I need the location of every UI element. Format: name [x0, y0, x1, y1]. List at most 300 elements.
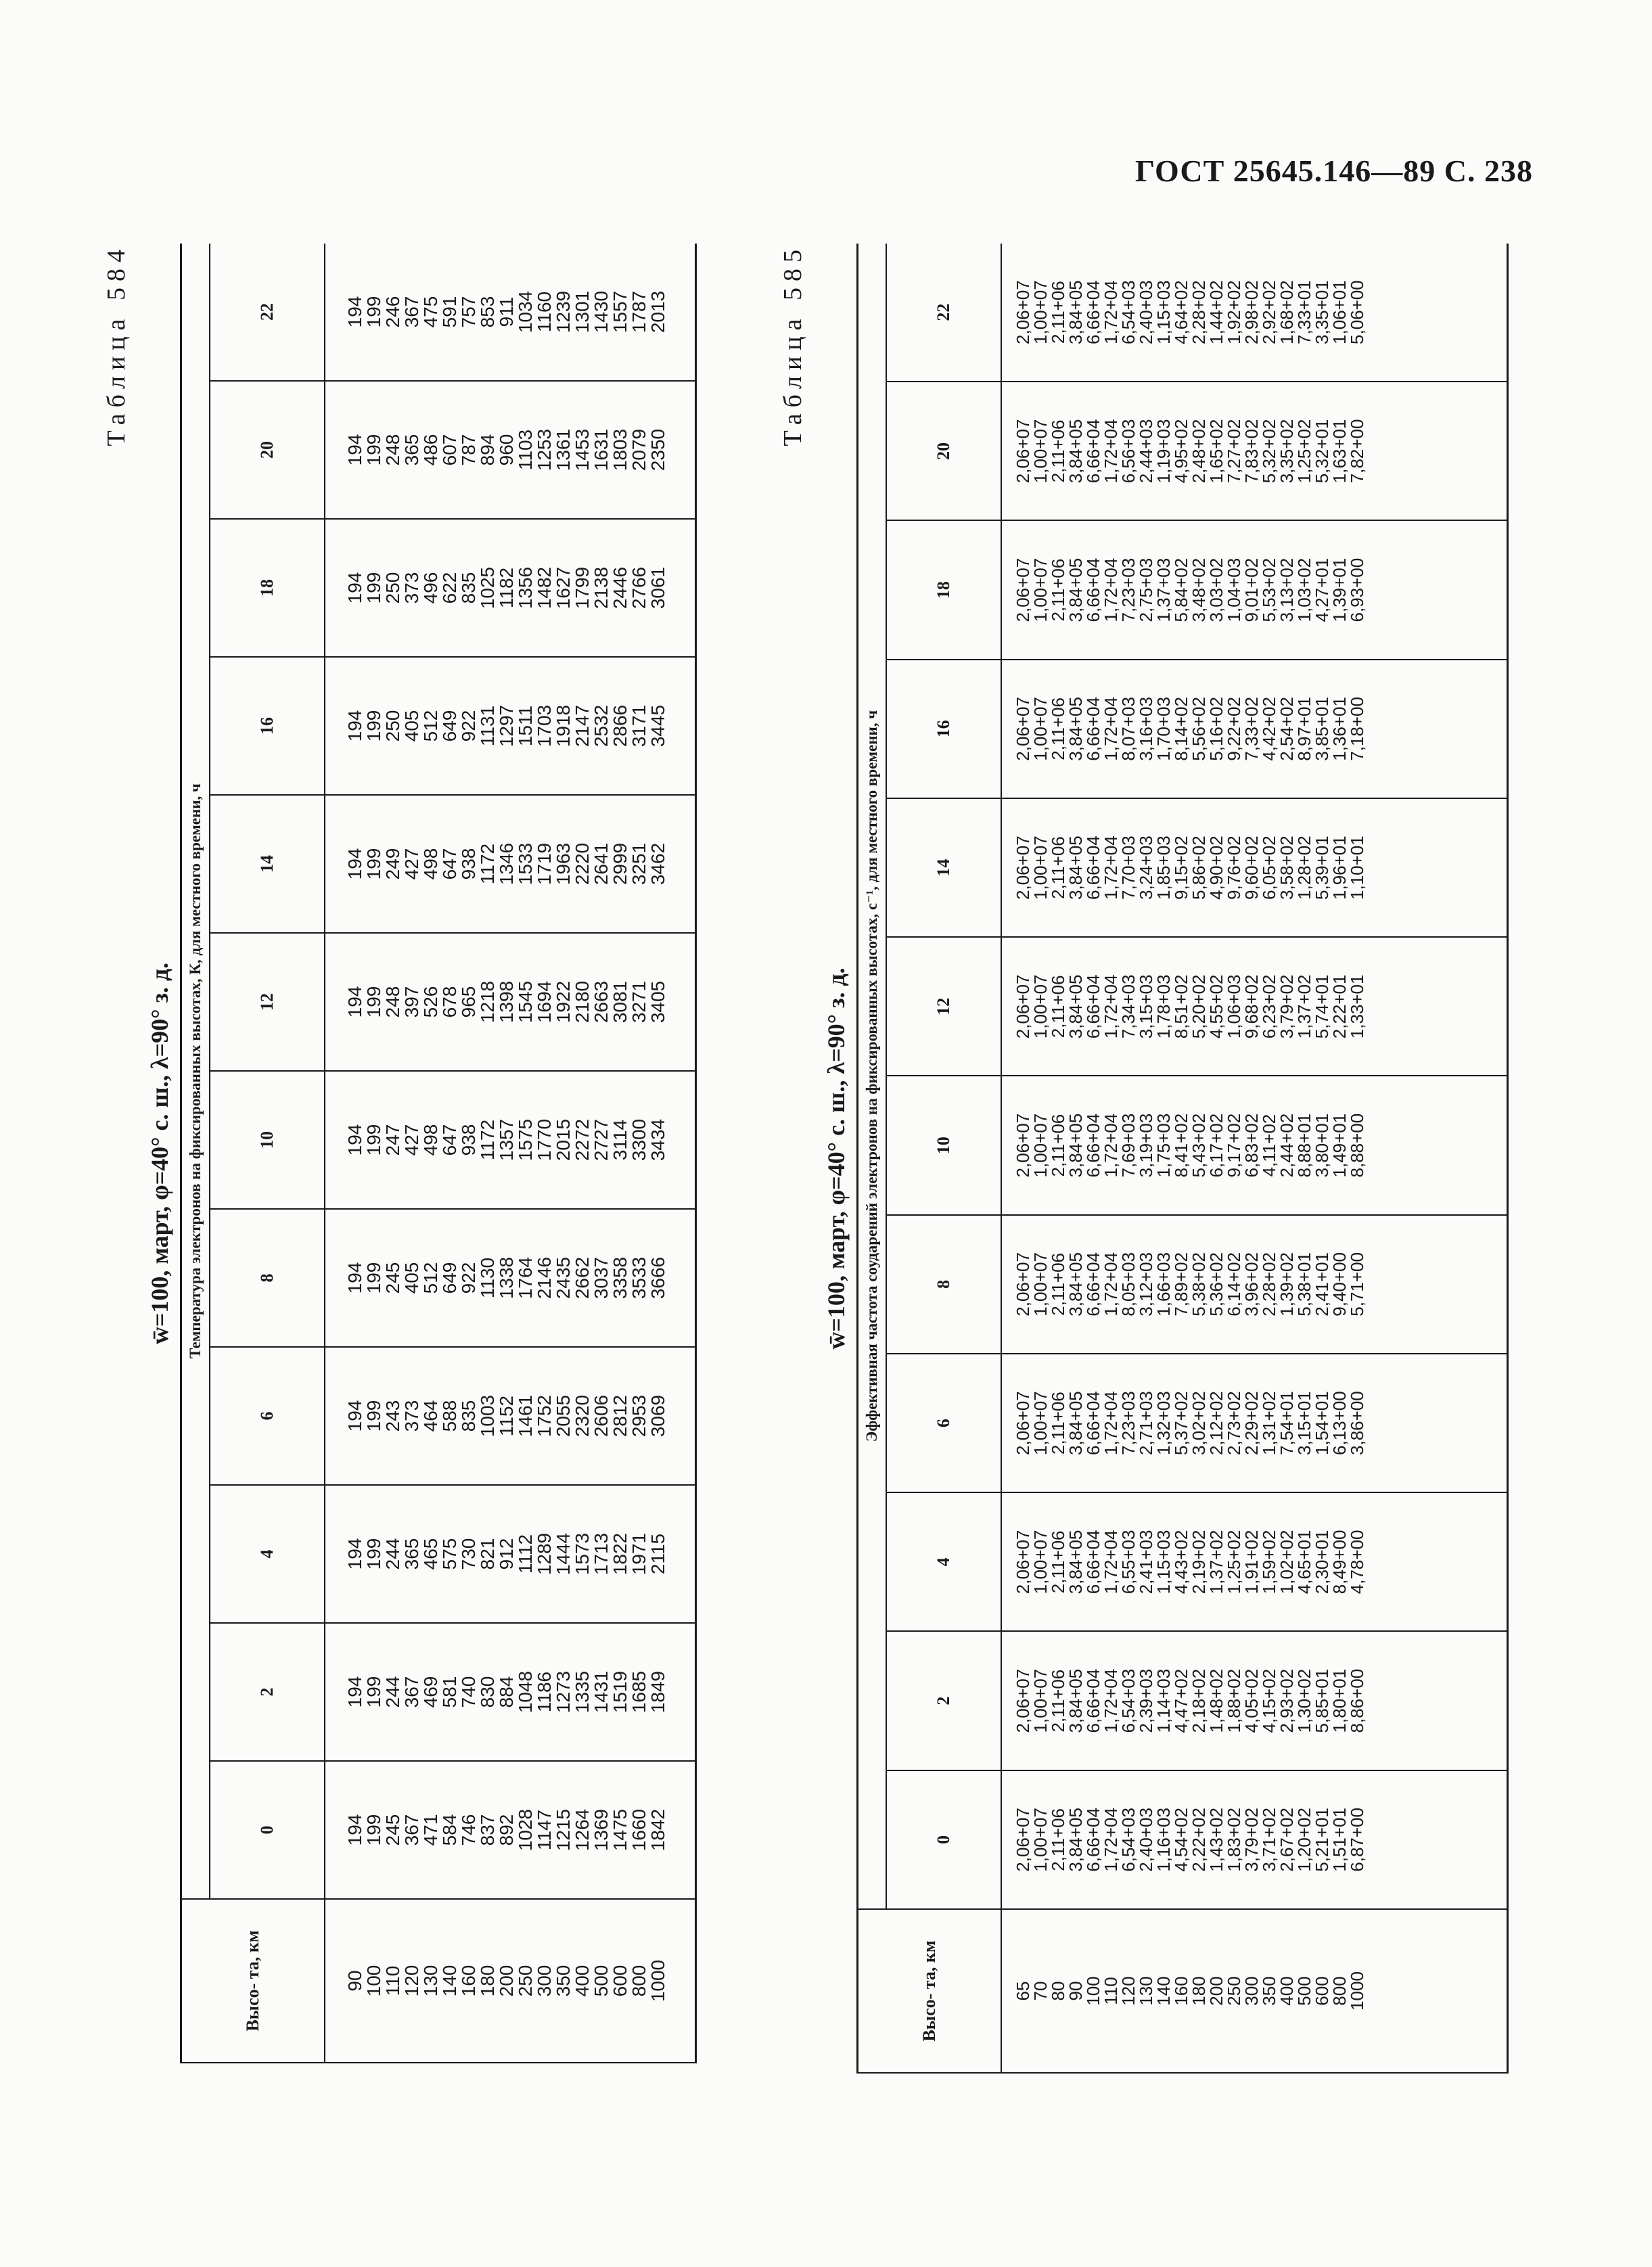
table-cell: 5,74+01 [1312, 974, 1332, 1039]
table-cell: 427 [401, 848, 422, 880]
table-cell: 2953 [628, 1394, 649, 1438]
table-cell: 5,85+01 [1312, 1668, 1332, 1733]
table-cell: 194 [344, 710, 365, 742]
table-cell: 4,05+02 [1241, 1668, 1262, 1733]
table-cell: 6,56+03 [1118, 419, 1139, 484]
table-cell: 7,54+01 [1277, 1391, 1297, 1455]
table-cell: 3251 [628, 842, 649, 886]
table-cell: 2866 [610, 704, 630, 748]
table-cell: 243 [382, 1400, 403, 1432]
table-cell: 2,06+07 [1013, 557, 1033, 622]
table-cell: 2727 [591, 1118, 612, 1162]
time-column [887, 244, 1507, 381]
table-cell: 757 [458, 296, 479, 328]
table-cell: 1,72+04 [1101, 974, 1121, 1039]
table-cell: 512 [420, 710, 441, 742]
table-585 [778, 244, 1509, 2074]
table-cell: 2,06+07 [1013, 1252, 1033, 1316]
time-header: 2 [887, 1632, 1002, 1770]
table-cell: 5,16+02 [1206, 697, 1226, 761]
table-cell: 2146 [534, 1256, 555, 1300]
table-cell: 1803 [610, 428, 630, 472]
table-cell: 3405 [647, 980, 668, 1024]
table-cell: 1357 [496, 1118, 517, 1162]
table-cell: 730 [458, 1538, 479, 1570]
table-cell: 5,37+02 [1171, 1391, 1191, 1455]
column-values [325, 382, 695, 518]
table-cell: 4,27+01 [1312, 557, 1332, 622]
table-cell: 6,66+04 [1083, 1808, 1103, 1872]
table-cell: 199 [363, 1400, 384, 1432]
table-cell: 894 [477, 434, 498, 466]
table-cell: 607 [439, 434, 460, 466]
time-header: 12 [210, 934, 325, 1070]
table-cell: 4,43+02 [1171, 1530, 1191, 1595]
table-cell: 5,21+01 [1312, 1808, 1332, 1872]
table-cell: 5,20+02 [1189, 974, 1209, 1039]
group-header: Эффективная частота соударений электронов на фиксированных высотах, с⁻¹, для местного времени, ч [858, 244, 887, 1908]
table-cell: 1,80+01 [1329, 1668, 1350, 1733]
altitude-cell: 250 [1224, 1976, 1244, 2006]
table-cell: 8,49+00 [1329, 1530, 1350, 1595]
table-cell: 3462 [647, 842, 668, 886]
table-cell: 1172 [477, 843, 498, 885]
table-cell: 591 [439, 296, 460, 328]
table-cell: 3,15+01 [1294, 1391, 1314, 1455]
table-cell: 1482 [534, 566, 555, 610]
table-cell: 2,29+02 [1241, 1391, 1262, 1455]
table-cell: 1297 [496, 704, 517, 748]
table-cell: 2,40+03 [1136, 280, 1156, 344]
table-cell: 3,35+01 [1312, 280, 1332, 344]
table-cell: 498 [420, 1124, 441, 1156]
table-cell: 1,37+02 [1206, 1530, 1226, 1595]
table-cell: 1557 [610, 290, 630, 334]
altitude-cell: 160 [458, 1965, 479, 1997]
table-cell: 4,47+02 [1171, 1668, 1191, 1733]
table-cell: 1398 [496, 980, 517, 1024]
table-cell: 2013 [647, 290, 668, 334]
altitude-cell: 180 [1189, 1976, 1209, 2006]
time-header: 14 [887, 799, 1002, 936]
table-cell: 2,11+06 [1048, 558, 1068, 622]
table-cell: 5,36+02 [1206, 1252, 1226, 1316]
table-cell: 649 [439, 1262, 460, 1294]
altitude-cell: 65 [1013, 1981, 1033, 2001]
table-cell: 1,16+03 [1153, 1808, 1174, 1872]
table-cell: 3,84+05 [1065, 1530, 1086, 1595]
time-column [887, 381, 1507, 520]
altitude-cell: 180 [477, 1965, 498, 1997]
table-cell: 6,66+04 [1083, 1252, 1103, 1316]
table-cell: 1822 [610, 1532, 630, 1576]
table-cell: 9,40+00 [1329, 1252, 1350, 1316]
table-cell: 1264 [572, 1808, 593, 1852]
time-header: 0 [210, 1762, 325, 1898]
column-values [325, 796, 695, 932]
table-cell: 5,53+02 [1259, 557, 1279, 622]
table-cell: 2,28+02 [1259, 1252, 1279, 1316]
table-cell: 526 [420, 986, 441, 1018]
table-cell: 9,68+02 [1241, 974, 1262, 1039]
table-cell: 835 [458, 572, 479, 604]
time-column [887, 659, 1507, 798]
time-column [210, 1346, 695, 1484]
table-cell: 4,54+02 [1171, 1808, 1191, 1872]
column-values [325, 1486, 695, 1622]
time-column [887, 1492, 1507, 1630]
table-cell: 1918 [553, 704, 574, 748]
table-cell: 8,86+00 [1347, 1668, 1367, 1733]
table-cell: 1545 [515, 980, 536, 1024]
table-cell: 2115 [647, 1533, 668, 1575]
table-cell: 2147 [572, 704, 593, 748]
table-cell: 3300 [628, 1118, 649, 1162]
table-cell: 3,84+05 [1065, 1113, 1086, 1178]
altitude-cell: 90 [1065, 1981, 1086, 2001]
bottom-rule [1507, 244, 1509, 2074]
table-cell: 1,20+02 [1294, 1808, 1314, 1872]
altitude-cell: 140 [1153, 1976, 1174, 2006]
table-cell: 678 [439, 986, 460, 1018]
column-values [325, 1624, 695, 1760]
table-cell: 1,70+03 [1153, 697, 1174, 761]
table-cell: 3081 [610, 980, 630, 1024]
table-cell: 5,32+02 [1259, 419, 1279, 484]
time-column [210, 1070, 695, 1208]
altitude-cell: 80 [1048, 1981, 1068, 2001]
column-values [1002, 799, 1507, 936]
table-cell: 9,76+02 [1224, 835, 1244, 900]
table-cell: 2,44+02 [1277, 1113, 1297, 1178]
table-cell: 1,68+02 [1277, 280, 1297, 344]
table-cell: 1,43+02 [1206, 1808, 1226, 1872]
table-cell: 965 [458, 986, 479, 1018]
time-columns [210, 244, 695, 1898]
table-cell: 194 [344, 848, 365, 880]
time-header: 6 [887, 1354, 1002, 1492]
table-cell: 821 [477, 1538, 498, 1570]
table-cell: 6,66+04 [1083, 1391, 1103, 1455]
table-title: w̄=100, март, φ=40° с. ш., λ=90° з. д. [146, 962, 173, 1345]
table-cell: 250 [382, 710, 403, 742]
table-cell: 3,24+03 [1136, 835, 1156, 900]
table-cell: 1849 [647, 1670, 668, 1714]
table-cell: 5,38+01 [1294, 1252, 1314, 1316]
table-cell: 647 [439, 848, 460, 880]
table-cell: 1215 [553, 1808, 574, 1852]
table-cell: 1719 [534, 842, 555, 886]
page-header: ГОСТ 25645.146—89 С. 238 [1134, 154, 1533, 188]
table-cell: 2999 [610, 842, 630, 886]
table-cell: 3,58+02 [1277, 835, 1297, 900]
table-cell: 4,42+02 [1259, 697, 1279, 761]
table-cell: 1764 [515, 1256, 536, 1300]
table-cell: 8,88+00 [1347, 1113, 1367, 1178]
table-cell: 647 [439, 1124, 460, 1156]
altitude-cell: 500 [591, 1965, 612, 1997]
column-values [1002, 1632, 1507, 1770]
table-cell: 3,35+02 [1277, 419, 1297, 484]
table-cell: 405 [401, 710, 422, 742]
table-cell: 746 [458, 1814, 479, 1846]
table-cell: 2,67+02 [1277, 1808, 1297, 1872]
altitude-cell: 200 [496, 1965, 517, 1997]
table-cell: 3,84+05 [1065, 1808, 1086, 1872]
table-cell: 1,96+01 [1329, 835, 1350, 900]
table-cell: 2,71+03 [1136, 1391, 1156, 1455]
table-cell: 1430 [591, 290, 612, 334]
table-cell: 194 [344, 1814, 365, 1846]
table-cell: 5,84+02 [1171, 557, 1191, 622]
table-cell: 1028 [515, 1808, 536, 1852]
altitude-cell: 400 [572, 1965, 593, 1997]
time-header: 20 [887, 382, 1002, 520]
time-column [887, 1631, 1507, 1770]
table-cell: 1627 [553, 566, 574, 610]
table-cell: 244 [382, 1676, 403, 1708]
table-cell: 938 [458, 848, 479, 880]
table-cell: 1,63+01 [1329, 419, 1350, 484]
table-cell: 373 [401, 1400, 422, 1432]
table-cell: 2,06+07 [1013, 1391, 1033, 1455]
table-cell: 5,86+02 [1189, 835, 1209, 900]
table-cell: 2446 [610, 566, 630, 610]
table-cell: 912 [496, 1538, 517, 1570]
table-cell: 194 [344, 296, 365, 328]
table-cell: 3,84+05 [1065, 419, 1086, 484]
table-cell: 1694 [534, 980, 555, 1024]
table-cell: 4,65+01 [1294, 1530, 1314, 1595]
time-header: 10 [210, 1072, 325, 1208]
table-cell: 5,38+02 [1189, 1252, 1209, 1316]
table-cell: 1787 [628, 290, 649, 334]
table-cell: 7,18+00 [1347, 697, 1367, 761]
table-cell: 3358 [610, 1256, 630, 1300]
time-column [887, 936, 1507, 1075]
table-cell: 3,48+02 [1189, 557, 1209, 622]
table-cell: 1,00+07 [1030, 1113, 1051, 1178]
table-cell: 2,06+07 [1013, 280, 1033, 344]
table-cell: 194 [344, 1262, 365, 1294]
table-cell: 6,66+04 [1083, 835, 1103, 900]
table-cell: 6,54+03 [1118, 1808, 1139, 1872]
table-cell: 7,33+01 [1294, 280, 1314, 344]
table-cell: 1453 [572, 428, 593, 472]
table-cell: 9,01+02 [1241, 557, 1262, 622]
column-values [325, 1348, 695, 1484]
time-column [887, 798, 1507, 936]
table-cell: 8,07+03 [1118, 697, 1139, 761]
table-cell: 2220 [572, 842, 593, 886]
time-column [210, 932, 695, 1070]
time-column [210, 244, 695, 380]
table-cell: 1,39+01 [1329, 557, 1350, 622]
table-cell: 5,39+01 [1312, 835, 1332, 900]
table-cell: 3,84+05 [1065, 697, 1086, 761]
time-header: 2 [210, 1624, 325, 1760]
table-cell: 1034 [515, 290, 536, 334]
column-values [325, 934, 695, 1070]
time-column [887, 520, 1507, 659]
table-cell: 922 [458, 1262, 479, 1294]
column-values [1002, 244, 1507, 381]
table-cell: 199 [363, 296, 384, 328]
column-values [1002, 660, 1507, 798]
table-cell: 6,66+04 [1083, 1668, 1103, 1733]
table-cell: 6,66+04 [1083, 697, 1103, 761]
table-cell: 2,11+06 [1048, 836, 1068, 900]
table-cell: 2,06+07 [1013, 1530, 1033, 1595]
table-cell: 1,54+01 [1312, 1391, 1332, 1455]
table-cell: 469 [420, 1676, 441, 1708]
table-cell: 194 [344, 572, 365, 604]
table-cell: 365 [401, 434, 422, 466]
table-cell: 3,84+05 [1065, 557, 1086, 622]
table-cell: 6,66+04 [1083, 1113, 1103, 1178]
table-cell: 194 [344, 1400, 365, 1432]
table-cell: 2532 [591, 704, 612, 748]
table-cell: 9,15+02 [1171, 835, 1191, 900]
table-cell: 6,66+04 [1083, 419, 1103, 484]
table-cell: 6,93+00 [1347, 557, 1367, 622]
table-cell: 2,11+06 [1048, 1252, 1068, 1316]
table-cell: 2812 [610, 1394, 630, 1438]
table-cell: 2015 [553, 1118, 574, 1162]
table-cell: 1,00+07 [1030, 280, 1051, 344]
table-cell: 1,83+02 [1224, 1808, 1244, 1872]
table-cell: 892 [496, 1814, 517, 1846]
table-cell: 3,84+05 [1065, 280, 1086, 344]
table-cell: 911 [496, 296, 517, 327]
table-cell: 6,87+00 [1347, 1808, 1367, 1872]
table-cell: 4,78+00 [1347, 1530, 1367, 1595]
table-cell: 4,90+02 [1206, 835, 1226, 900]
table-cell: 6,54+03 [1118, 1668, 1139, 1733]
table-cell: 2,54+02 [1277, 697, 1297, 761]
column-values [1002, 1216, 1507, 1353]
table-cell: 1,00+07 [1030, 1668, 1051, 1733]
table-cell: 3,86+00 [1347, 1391, 1367, 1455]
table-cell: 2,98+02 [1241, 280, 1262, 344]
table-cell: 1,78+03 [1153, 974, 1174, 1039]
table-cell: 1273 [553, 1670, 574, 1714]
table-cell: 5,56+02 [1189, 697, 1209, 761]
table-cell: 1,00+07 [1030, 1808, 1051, 1872]
table-cell: 3434 [647, 1118, 668, 1162]
table-cell: 6,55+03 [1118, 1530, 1139, 1595]
table-cell: 740 [458, 1676, 479, 1708]
time-header: 0 [887, 1771, 1002, 1908]
table-cell: 9,60+02 [1241, 835, 1262, 900]
table-cell: 2435 [553, 1256, 574, 1300]
table-cell: 194 [344, 1538, 365, 1570]
table-cell: 249 [382, 848, 403, 880]
table-cell: 1131 [477, 705, 498, 747]
table-cell: 486 [420, 434, 441, 466]
table-cell: 1,03+02 [1294, 557, 1314, 622]
table-cell: 922 [458, 710, 479, 742]
time-header: 8 [210, 1210, 325, 1346]
table-cell: 405 [401, 1262, 422, 1294]
table-cell: 246 [382, 296, 403, 328]
time-column [887, 1076, 1507, 1214]
table-cell: 3,16+03 [1136, 697, 1156, 761]
table-cell: 194 [344, 986, 365, 1018]
table-cell: 2,48+02 [1189, 419, 1209, 484]
table-cell: 244 [382, 1538, 403, 1570]
table-cell: 2663 [591, 980, 612, 1024]
table-cell: 7,83+02 [1241, 419, 1262, 484]
table-cell: 1,00+07 [1030, 557, 1051, 622]
table-cell: 6,66+04 [1083, 557, 1103, 622]
table-cell: 2,12+02 [1206, 1391, 1226, 1455]
altitude-cell: 100 [363, 1965, 384, 1997]
table-cell: 1346 [496, 842, 517, 886]
time-header: 12 [887, 938, 1002, 1075]
table-cell: 1713 [591, 1532, 612, 1576]
column-values [325, 1072, 695, 1208]
table-cell: 2,93+02 [1277, 1668, 1297, 1733]
table-cell: 1301 [572, 290, 593, 334]
table-cell: 3,84+05 [1065, 1391, 1086, 1455]
column-values [1002, 382, 1507, 520]
table-cell: 1048 [515, 1670, 536, 1714]
table-cell: 2,11+06 [1048, 419, 1068, 483]
table-cell: 1,49+01 [1329, 1113, 1350, 1178]
table-cell: 575 [439, 1538, 460, 1570]
time-header: 18 [887, 522, 1002, 659]
table-cell: 1,72+04 [1101, 419, 1121, 484]
table-cell: 9,22+02 [1224, 697, 1244, 761]
altitude-column [858, 1908, 1507, 2072]
table-cell: 3,84+05 [1065, 974, 1086, 1039]
table-cell: 3,15+03 [1136, 974, 1156, 1039]
column-values [1002, 1354, 1507, 1492]
table-cell: 2606 [591, 1394, 612, 1438]
table-584 [101, 244, 697, 2063]
table-cell: 2,22+02 [1189, 1808, 1209, 1872]
table-cell: 3,03+02 [1206, 557, 1226, 622]
table-cell: 7,70+03 [1118, 835, 1139, 900]
time-column [210, 1484, 695, 1622]
altitude-cell: 160 [1171, 1976, 1191, 2006]
table-cell: 1,72+04 [1101, 1668, 1121, 1733]
table-cell: 2,73+02 [1224, 1391, 1244, 1455]
table-cell: 4,64+02 [1171, 280, 1191, 344]
table-cell: 1,44+02 [1206, 280, 1226, 344]
table-cell: 1431 [591, 1670, 612, 1714]
table-cell: 4,95+02 [1171, 419, 1191, 484]
table-cell: 6,13+00 [1329, 1391, 1350, 1455]
table-cell: 7,33+02 [1241, 697, 1262, 761]
table-cell: 581 [439, 1676, 460, 1708]
table-cell: 245 [382, 1262, 403, 1294]
table-cell: 1,72+04 [1101, 557, 1121, 622]
table-cell: 1,72+04 [1101, 280, 1121, 344]
time-column [210, 1760, 695, 1898]
time-column [210, 380, 695, 518]
table-cell: 2,22+01 [1329, 974, 1350, 1039]
table-cell: 2,06+07 [1013, 1668, 1033, 1733]
table-cell: 1,00+07 [1030, 835, 1051, 900]
table-cell: 1356 [515, 566, 536, 610]
table-cell: 464 [420, 1400, 441, 1432]
table-cell: 853 [477, 296, 498, 328]
table-cell: 1147 [534, 1809, 555, 1851]
table-cell: 248 [382, 986, 403, 1018]
table-cell: 7,27+02 [1224, 419, 1244, 484]
